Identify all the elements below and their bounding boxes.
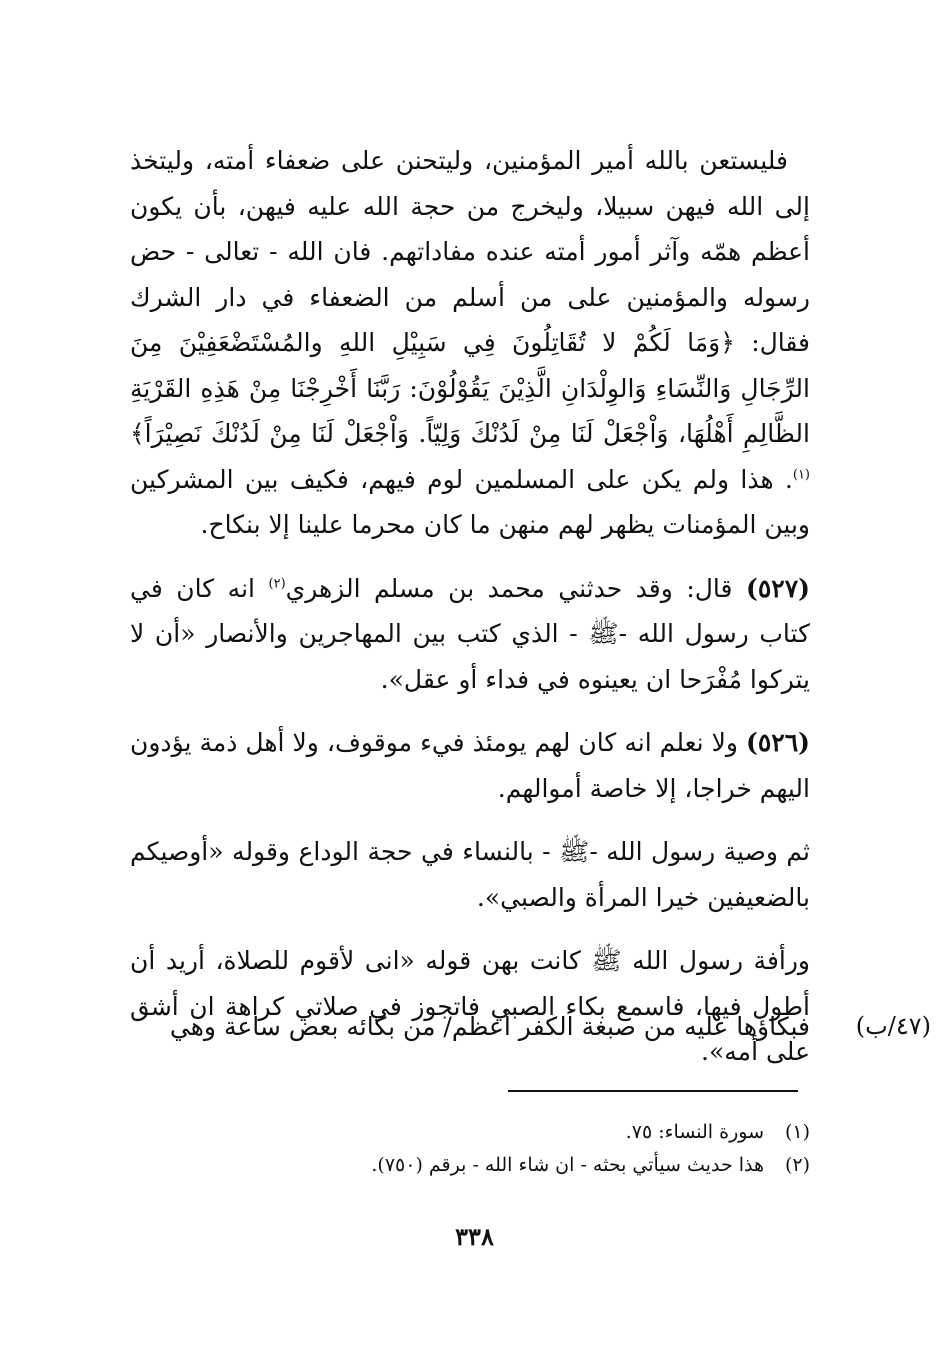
paragraph-wasiyya [130,829,810,920]
footnote-ref-2: (٢) [268,576,286,592]
footnotes [130,1116,810,1182]
hadith-number-527: (٥٢٧) [746,573,810,603]
paragraph-1-text-after: . هذا ولم يكن على المسلمين لوم فيهم، فكيف بين المشركين وبين المؤمنات يظهر لهم منهن ما كان محرما علينا إلا بنكاح. [130,464,810,539]
hadith-number-526: (٥٢٦) [746,728,811,757]
footnote-1 [130,1116,810,1149]
footnote-2-number: (٢) [784,1154,810,1176]
footnote-divider [508,1090,798,1092]
page-number: ٣٣٨ [455,1222,494,1251]
continuation-line [130,1004,810,1050]
continuation-line-text: فبكاؤها عليه من صبغة الكفر أعظم/ من بكائه بعض ساعة وهي [169,1012,810,1041]
paragraph-rafa-text: ورأفة رسول الله ﷺ كانت بهن قوله «انى لأقوم للصلاة، أريد أن أطول فيها، فاسمع بكاء الصبي فاتجوز في صلاتي كراهة ان أشق على أمه». [130,946,810,1066]
paragraph-527-text-after: انه كان في كتاب رسول الله -ﷺ - الذي كتب بين المهاجرين والأنصار «أن لا يتركوا مُفْرَحا ان يعينوه في فداء أو عقل». [130,573,810,694]
paragraph-526 [130,720,810,811]
footnote-2-text: هذا حديث سيأتي بحثه - ان شاء الله - برقم (٧٥٠). [371,1154,764,1176]
footnote-1-text: سورة النساء: ٧٥. [625,1121,764,1143]
main-text [130,138,810,1075]
paragraph-1 [130,138,810,548]
paragraph-527-text: قال: وقد حدثني محمد بن مسلم الزهري [285,573,733,603]
paragraph-wasiyya-text: ثم وصية رسول الله -ﷺ - بالنساء في حجة الوداع وقوله «أوصيكم بالضعيفين خيرا المرأة والصبي». [130,837,810,912]
footnote-2 [130,1149,810,1182]
paragraph-526-text: ولا نعلم انه كان لهم يومئذ فيء موقوف، ولا أهل ذمة يؤدون اليهم خراجا، إلا خاصة أموالهم. [130,728,810,803]
footnote-ref-1: (١) [792,467,810,483]
footnote-1-number: (١) [784,1121,810,1143]
paragraph-1-text: فليستعن بالله أمير المؤمنين، وليتحنن على ضعفاء أمته، وليتخذ إلى الله فيهن سبيلا، وليخرج من حجة الله عليه فيهن، بأن يكون أعظم همّه وآثر أمور أمته عنده مفاداتهم. فان الله - تعالى - حض رسوله والمؤمنين على من أسلم من الضعفاء في دار الشرك فقال: ﴿وَمَا لَكُمْ لا تُقَاتِلُونَ فِي سَبِيْلِ اللهِ والمُسْتَضْعَفِيْنَ مِنَ الرِّجَالِ وَالنِّسَاءِ وَالوِلْدَانِ الَّذِيْنَ يَقُوْلُوْنَ: رَبَّنَا أَخْرِجْنَا مِنْ هَذِهِ القَرْيَةِ الظَّالِمِ أَهْلُهَا، وَاْجْعَلْ لَنَا مِنْ لَدُنْكَ وَلِيّاً. وَاْجْعَلْ لَنَا مِنْ لَدُنْكَ نَصِيْرَاً﴾ [130,146,810,448]
manuscript-folio-ref: (٤٧/ب) [855,1012,931,1040]
paragraph-527 [130,566,810,703]
